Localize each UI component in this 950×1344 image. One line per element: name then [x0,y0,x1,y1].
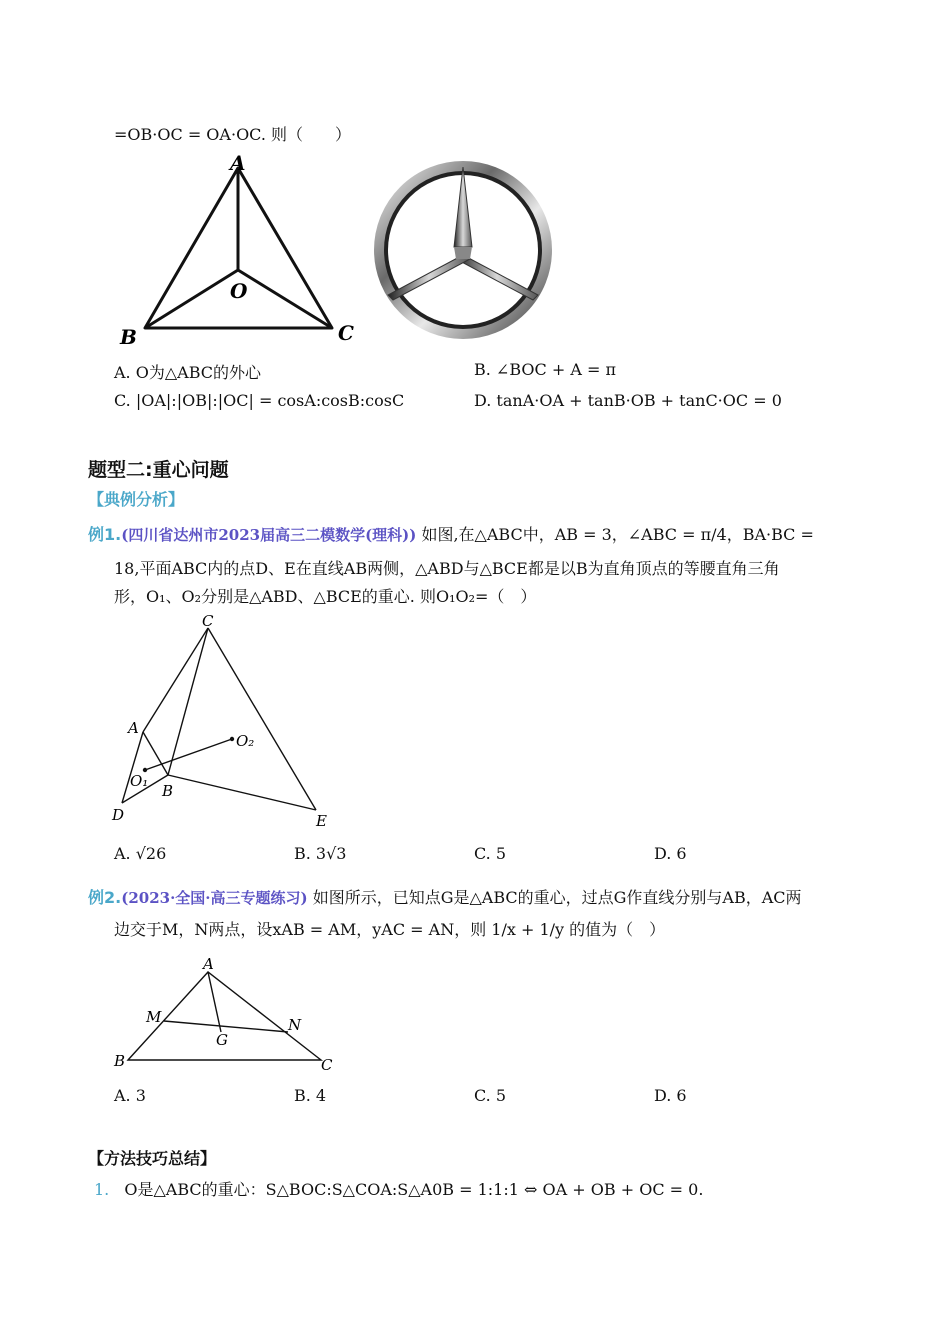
ex2-label-G: G [216,1031,228,1049]
ex1-label: 例1. [88,525,122,544]
ex2-line1 [88,885,802,908]
ex1-label-O2: O₂ [236,732,255,750]
ex1-label-E: E [316,812,327,830]
ex1-label-O1: O₁ [130,772,149,790]
prev-option-c[interactable]: C. |OA|:|OB|:|OC| = cosA:cosB:cosC [114,391,405,410]
prev-option-b[interactable]: B. ∠BOC + A = π [474,360,616,379]
ex2-option-c[interactable]: C. 5 [474,1086,507,1105]
fig1-label-C: C [338,321,354,345]
ex1-option-b[interactable]: B. 3√3 [294,844,347,863]
summary-item-number: 1. [94,1180,110,1199]
ex2-figure [108,952,348,1074]
ex1-option-c[interactable]: C. 5 [474,844,507,863]
ex2-option-b[interactable]: B. 4 [294,1086,327,1105]
ex1-line2: 18,平面ABC内的点D、E在直线AB两侧，△ABD与△BCE都是以B为直角顶点的等腰直角三角 [114,559,780,578]
ex2-option-a[interactable]: A. 3 [114,1086,146,1105]
ex1-source: (四川省达州市2023届高三二模数学(理科)) [121,526,417,544]
ex1-label-B: B [162,782,174,800]
ex2-option-d[interactable]: D. 6 [654,1086,687,1105]
mercedes-logo-image [368,155,558,345]
section-title: 题型二:重心问题 [88,459,229,481]
triangle-circumcenter-figure [110,148,370,348]
ex2-label-N: N [288,1016,302,1034]
ex2-label-M: M [146,1008,162,1026]
summary-title: 【方法技巧总结】 [88,1149,217,1168]
ex1-figure [108,610,348,832]
prev-option-d[interactable]: D. tanA·OA + tanB·OB + tanC·OC = 0 [474,391,782,410]
ex1-option-d[interactable]: D. 6 [654,844,687,863]
fig1-label-B: B [120,325,137,348]
ex1-line3: 形，O₁、O₂分别是△ABD、△BCE的重心. 则O₁O₂=（ ） [114,587,537,606]
ex2-label-C: C [321,1056,333,1074]
summary-item-1 [94,1177,703,1200]
ex2-label-A: A [203,955,214,973]
prev-question-stem: =OB·OC = OA·OC. 则（ ） [114,125,352,144]
fig1-label-O: O [230,279,248,303]
summary-item-text: O是△ABC的重心：S△BOC:S△COA:S△A0B = 1:1:1 ⇔ OA + OB + OC = 0. [124,1180,704,1199]
ex1-label-D: D [112,806,125,824]
ex2-source: (2023·全国·高三专题练习) [121,889,308,907]
ex1-label-C: C [202,612,214,630]
ex1-option-a[interactable]: A. √26 [114,844,167,863]
ex2-line2: 边交于M，N两点，设xAB = AM，yAC = AN，则 1/x + 1/y 的值为（ ） [114,920,666,939]
ex2-label-B: B [114,1052,126,1070]
ex2-label: 例2. [88,888,122,907]
ex1-text-line1: 如图,在△ABC中，AB = 3，∠ABC = π/4，BA·BC = [421,525,814,544]
prev-option-a[interactable]: A. O为△ABC的外心 [114,363,262,382]
ex1-line1 [88,522,814,545]
ex2-text-line1: 如图所示，已知点G是△ABC的重心，过点G作直线分别与AB，AC两 [312,888,802,907]
section-tag: 【典例分析】 [88,490,185,509]
ex1-label-A: A [128,719,139,737]
fig1-label-A: A [230,151,246,175]
